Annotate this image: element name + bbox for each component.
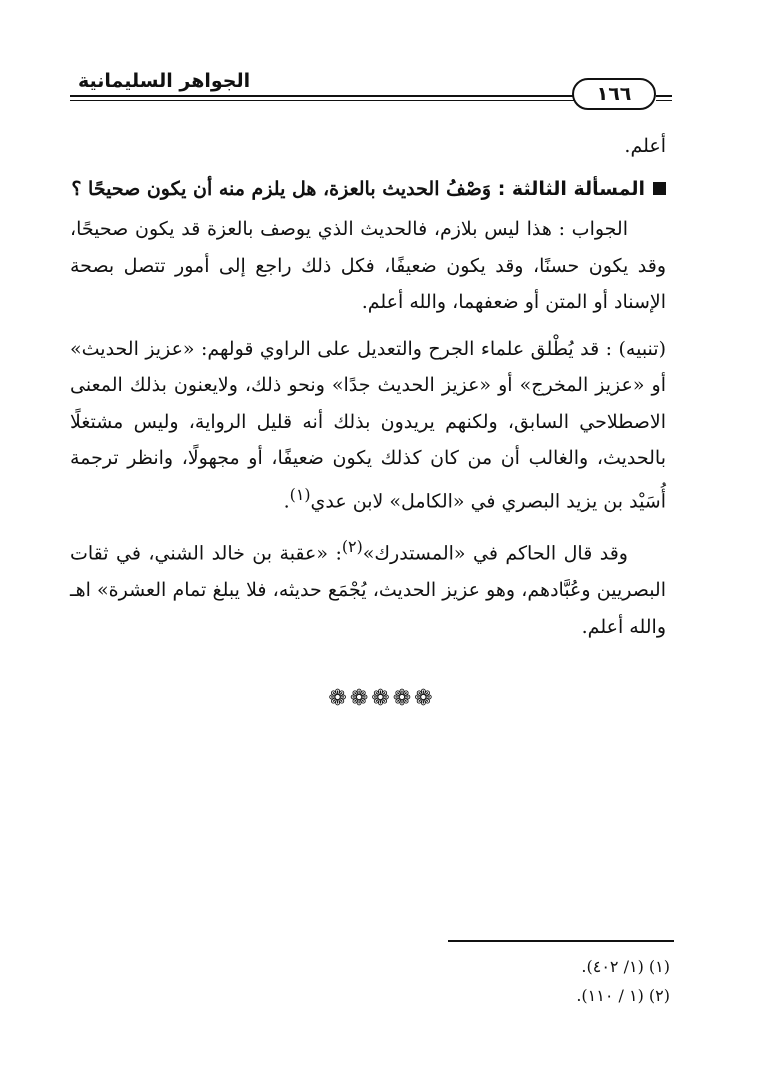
footnote-ref-1: (١) — [289, 484, 311, 504]
answer-paragraph: الجواب : هذا ليس بلازم، فالحديث الذي يوصف بالعزة قد يكون صحيحًا، وقد يكون حسنًا، وقد يكون ضعيفًا، فكل ذلك راجع إلى أمور تتصل بصحة الإسناد أو المتن أو ضعفهما، والله أعلم. — [70, 218, 666, 313]
section-ornaments: ❁❁❁❁❁ — [328, 686, 436, 711]
header-rule-end — [656, 95, 672, 97]
hakim-start: وقد قال الحاكم في «المستدرك» — [362, 542, 628, 565]
opening-text: أعلم. — [624, 135, 666, 157]
question-line — [71, 171, 645, 208]
page-header — [70, 68, 672, 112]
footnotes — [370, 952, 670, 1010]
hakim-paragraph — [70, 529, 666, 645]
square-bullet-icon — [653, 182, 666, 195]
question-text: وَصْفُ الحديث بالعزة، هل يلزم منه أن يكون صحيحًا ؟ — [71, 177, 492, 200]
footnote-1: (١) (١/ ٤٠٢). — [581, 957, 670, 976]
header-rule-thin — [70, 100, 595, 101]
hakim-rest: : «عقبة بن خالد الشني، في ثقات البصريين وعُبَّادهم، وهو عزيز الحديث، يُجْمَع حديثه، فلا يبلغ تمام العشرة» اهـ والله أعلم. — [70, 542, 666, 638]
question-heading — [70, 171, 666, 208]
header-rule-end-thin — [656, 100, 672, 101]
page-number: ١٦٦ — [596, 83, 632, 105]
note-text: (تنبيه) : قد يُطْلق علماء الجرح والتعديل على الراوي قولهم: «عزيز الحديث» أو «عزيز المخرج» أو «عزيز الحديث جدًا» ونحو ذلك، ولايعنون بذلك المعنى الاصطلاحي السابق، ولكنهم يريدون بذلك أنه قليل الرواية، وليس مشتغلًا بالحديث، والغالب أن من كان كذلك يكون ضعيفًا، أو مجهولًا، وانظر ترجمة أُسَيْد بن يزيد البصري في «الكامل» لابن عدي — [70, 337, 666, 512]
page-body — [70, 128, 666, 645]
note-end: . — [283, 489, 290, 512]
question-label: المسألة الثالثة : — [497, 177, 645, 200]
footnote-ref-2: (٢) — [341, 537, 363, 557]
note-paragraph — [70, 331, 666, 520]
footnote-rule — [448, 940, 674, 942]
footnote-2: (٢) (١ / ١١٠). — [576, 986, 670, 1005]
book-title: الجواهر السليمانية — [74, 70, 254, 92]
header-rule — [70, 95, 595, 97]
page-number-frame — [572, 78, 656, 110]
